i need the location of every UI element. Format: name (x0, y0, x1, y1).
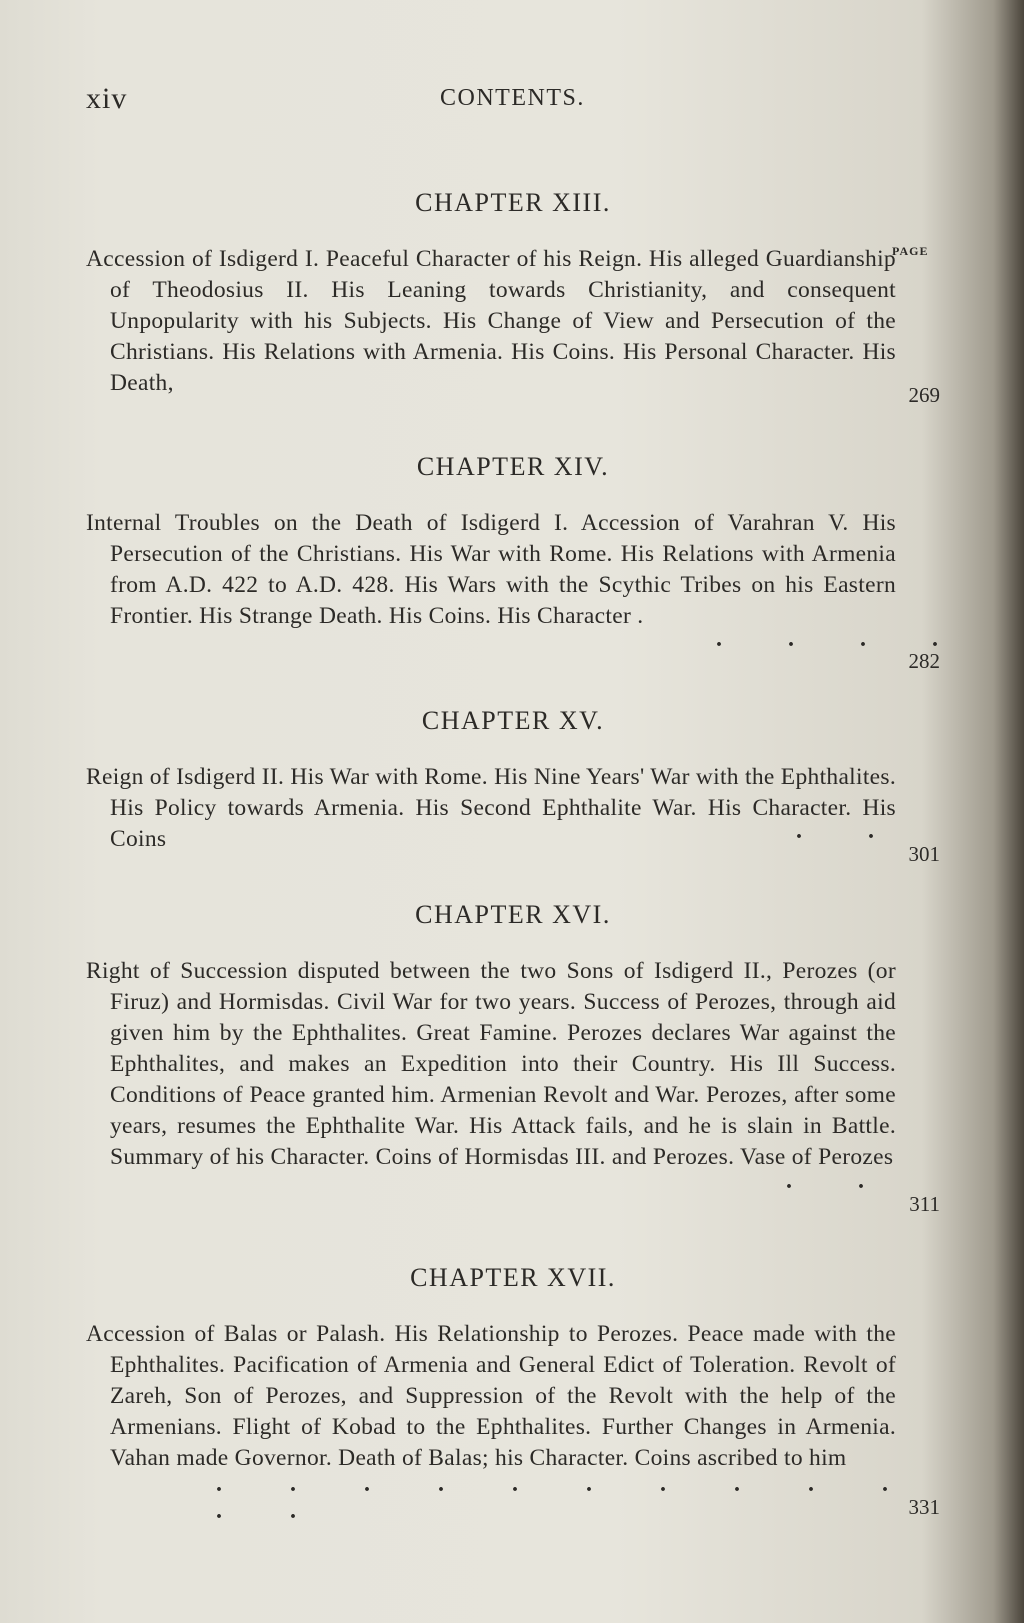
chapter-heading: CHAPTER XIII. (415, 188, 611, 217)
chapter-page-number: 311 (909, 1192, 940, 1216)
dot-leaders: . . (786, 1168, 864, 1194)
chapter-heading: CHAPTER XV. (421, 706, 605, 735)
chapter-summary: Internal Troubles on the Death of Isdigerd I. Accession of Varahran V. His Persecution of the Christians. His War with Rome. His Relations with Armenia from A.D. 422 to A.D. 428. His Wars with the Scythic Tribes on his Eastern Frontier. His Strange Death. His Coins. His Character . (86, 510, 896, 629)
chapter-summary: Accession of Isdigerd I. Peaceful Character of his Reign. His alleged Guardianship of Theodosius II. His Leaning towards Christianity, and consequent Unpopularity with his Subjects. His Change of View and Persecution of the Christians. His Relations with Armenia. His Coins. His Personal Character. His Death, (86, 246, 896, 396)
chapter-entry (86, 706, 940, 866)
chapter-heading: CHAPTER XIV. (416, 452, 610, 481)
chapter-entry (86, 188, 940, 418)
running-head: CONTENTS. (440, 85, 585, 111)
page-header (0, 82, 1024, 122)
chapter-page-number: 282 (908, 649, 940, 673)
dot-leaders: . . . . (716, 626, 938, 652)
chapter-heading: CHAPTER XVII. (410, 1263, 616, 1292)
dot-leaders: . . (796, 818, 874, 844)
page-number: xiv (86, 82, 128, 115)
chapter-entry (86, 900, 940, 1240)
dot-leaders: . . . . . . . . . . . . (216, 1471, 888, 1524)
chapter-summary: Reign of Isdigerd II. His War with Rome. His Nine Years' War with the Ephthalites. His Policy towards Armenia. His Second Ephthalite War. His Character. His Coins (86, 764, 897, 852)
chapter-page-number: 331 (908, 1495, 940, 1519)
chapter-entry (86, 1263, 940, 1563)
page-column-label: PAGE (892, 244, 929, 258)
chapter-heading: CHAPTER XVI. (415, 900, 611, 929)
chapter-summary: Right of Succession disputed between the two Sons of Isdigerd II., Perozes (or Firuz) and Hormisdas. Civil War for two years. Success of Perozes, through aid given him by the Ephthalites. Great Famine. Perozes declares War against the Ephthalites, and makes an Expedition into their Country. His Ill Success. Conditions of Peace granted him. Armenian Revolt and War. Perozes, after some years, resumes the Ephthalite War. His Attack fails, and he is slain in Battle. Summary of his Character. Coins of Hormisdas III. and Perozes. Vase of Perozes (86, 958, 896, 1170)
chapter-page-number: 301 (908, 842, 940, 866)
chapter-entry (86, 452, 940, 672)
chapter-page-number: 269 (908, 383, 940, 407)
chapter-summary: Accession of Balas or Palash. His Relationship to Perozes. Peace made with the Ephthalites. Pacification of Armenia and General Edict of Toleration. Revolt of Zareh, Son of Perozes, and Suppression of the Revolt with the help of the Armenians. Flight of Kobad to the Ephthalites. Further Changes in Armenia. Vahan made Governor. Death of Balas; his Character. Coins ascribed to him (86, 1321, 896, 1471)
